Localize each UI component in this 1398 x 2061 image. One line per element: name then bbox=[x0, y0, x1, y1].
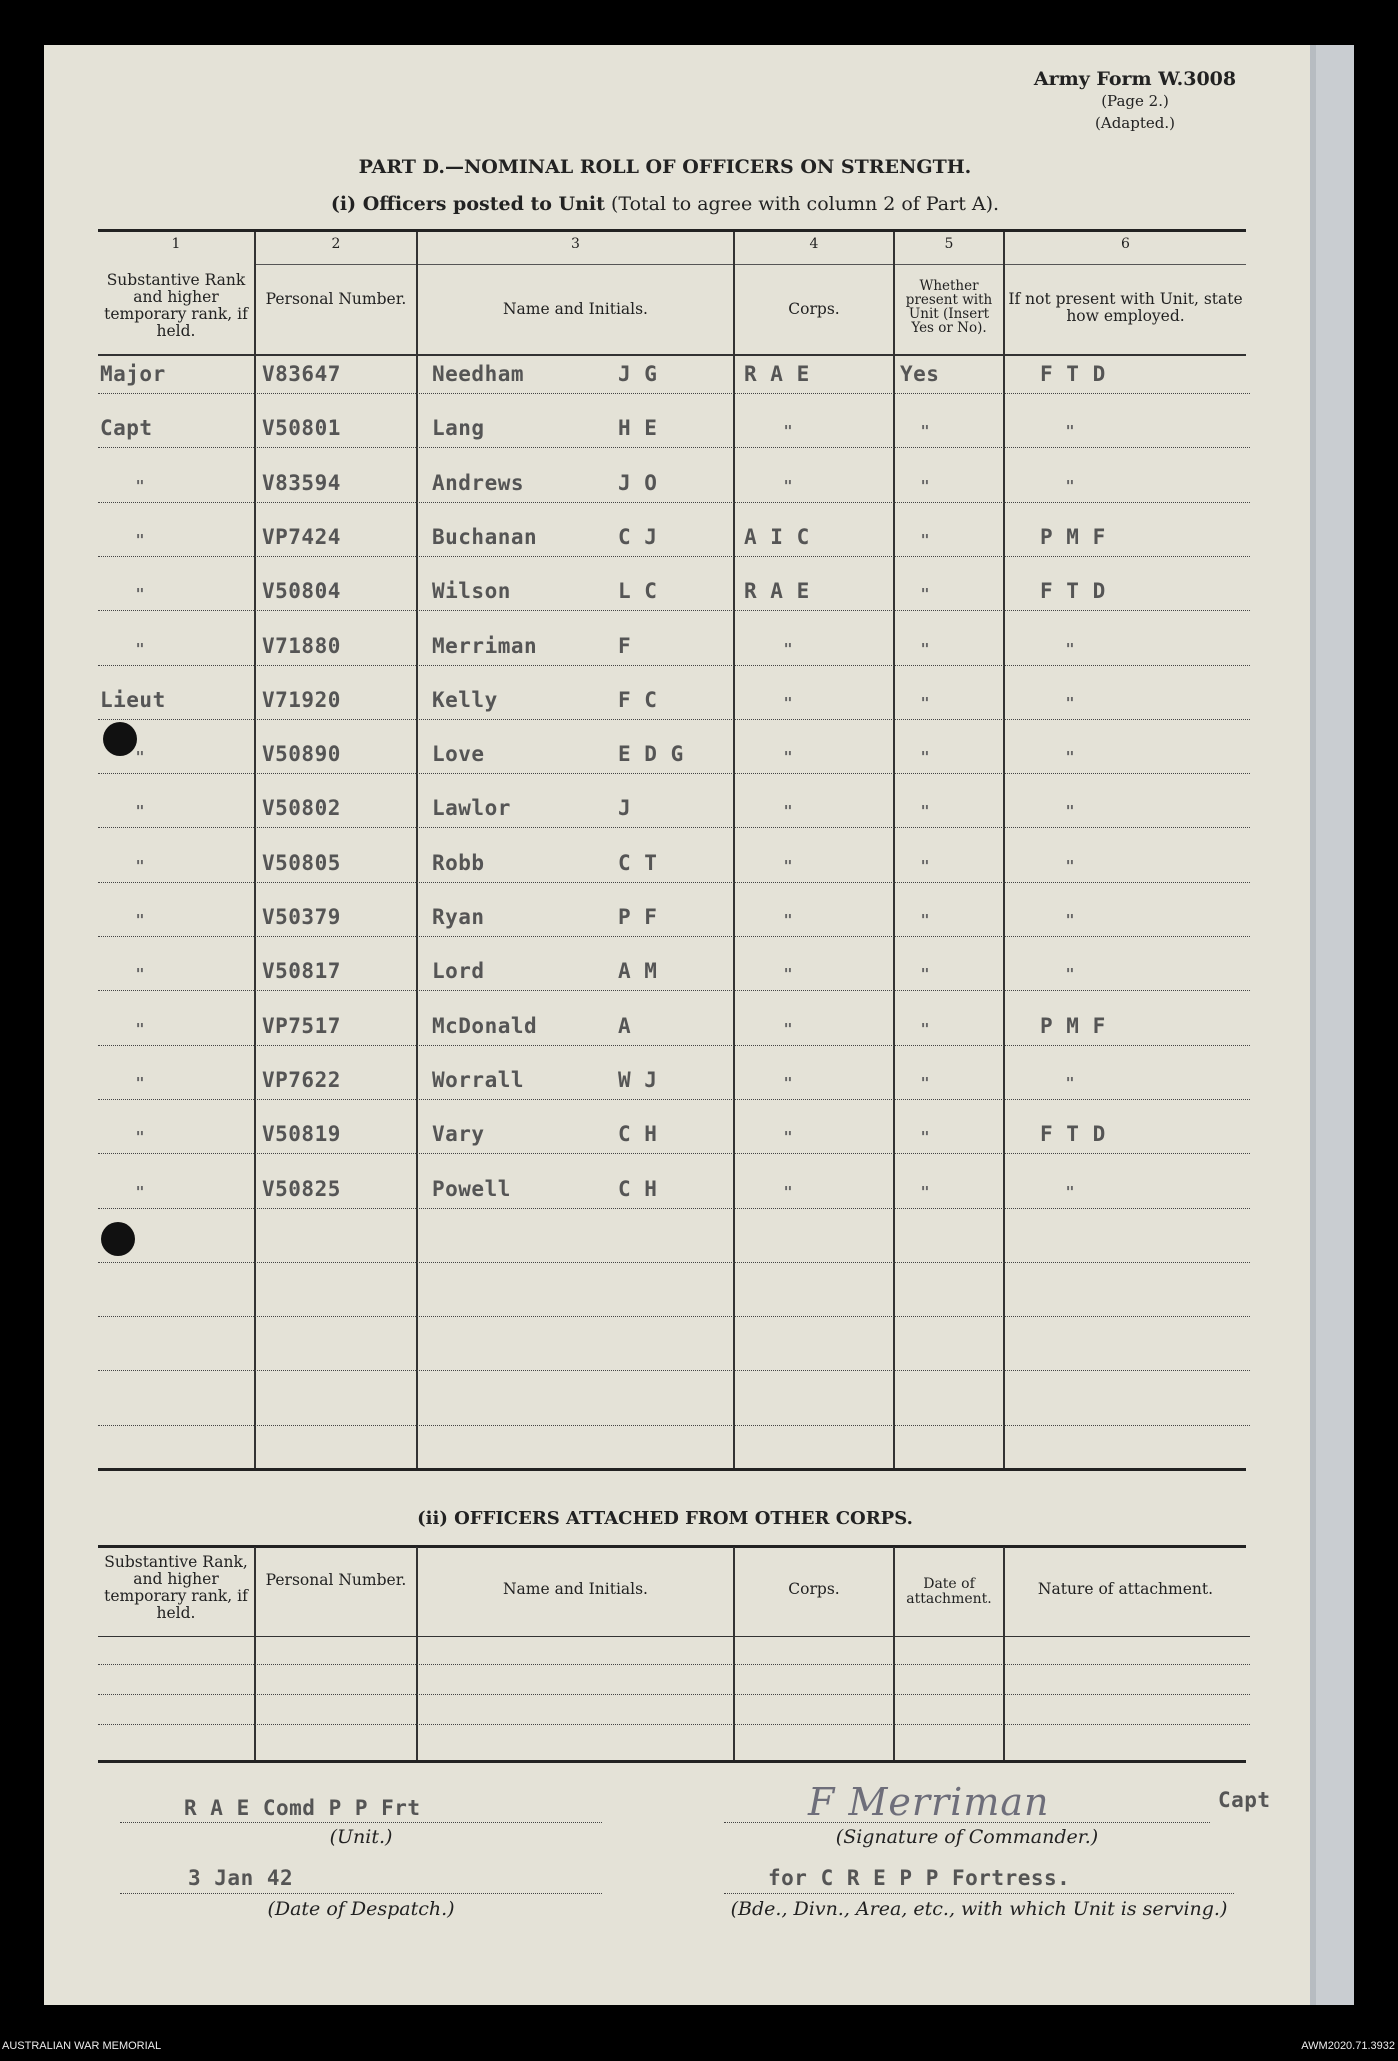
row-rule bbox=[98, 447, 1250, 448]
cell-number: V50804 bbox=[262, 579, 341, 604]
cell-initials: C H bbox=[618, 1122, 658, 1147]
punch-hole-bottom bbox=[101, 1222, 135, 1256]
punch-hole-top bbox=[103, 722, 137, 756]
s2-header-rank: Substantive Rank, and higher temporary rank, if held. bbox=[104, 1553, 248, 1622]
cell-employed: P M F bbox=[1040, 1013, 1106, 1038]
cell-corps: R A E bbox=[744, 362, 810, 386]
cell-corps: " bbox=[783, 965, 793, 984]
cell-number: V50825 bbox=[262, 1176, 341, 1201]
cell-surname: Lang bbox=[432, 416, 485, 441]
signature-caption: (Signature of Commander.) bbox=[835, 1826, 1099, 1848]
cell-present: " bbox=[920, 1182, 930, 1201]
cell-surname: Merriman bbox=[432, 633, 538, 658]
cell-rank: " bbox=[135, 802, 145, 821]
cell-present: " bbox=[920, 422, 930, 441]
cell-rank: " bbox=[135, 748, 145, 767]
cell-present: " bbox=[920, 802, 930, 821]
s2-dotted-rule bbox=[98, 1694, 1250, 1695]
cell-employed: " bbox=[1065, 965, 1075, 984]
row-rule bbox=[98, 936, 1250, 937]
section-ii-heading: (ii) OFFICERS ATTACHED FROM OTHER CORPS. bbox=[417, 1508, 913, 1529]
cell-initials: E D G bbox=[618, 742, 684, 767]
column-number-2: 2 bbox=[331, 236, 341, 252]
cell-number: V50890 bbox=[262, 742, 341, 767]
cell-corps: " bbox=[783, 856, 793, 875]
cell-corps: R A E bbox=[744, 579, 810, 604]
unit-line bbox=[120, 1822, 602, 1823]
cell-rank: " bbox=[135, 911, 145, 929]
cell-surname: Vary bbox=[432, 1122, 485, 1147]
header-rank: Substantive Rank and higher temporary rank, if held. bbox=[104, 271, 248, 340]
cell-number: V83594 bbox=[262, 470, 341, 495]
cell-rank: " bbox=[135, 965, 145, 984]
colnum-underline-4 bbox=[735, 264, 893, 265]
cell-employed: " bbox=[1065, 1073, 1075, 1092]
cell-number: VP7622 bbox=[262, 1067, 341, 1092]
form-title: Army Form W.3008 bbox=[1033, 68, 1237, 90]
colnum-underline-2 bbox=[256, 264, 416, 265]
col-divider-5 bbox=[1003, 232, 1005, 1468]
col-divider-4 bbox=[893, 232, 895, 1468]
cell-rank: " bbox=[135, 476, 145, 495]
cell-initials: A M bbox=[618, 959, 658, 984]
cell-surname: Robb bbox=[432, 850, 485, 875]
signature-line bbox=[724, 1822, 1210, 1823]
row-rule bbox=[98, 773, 1250, 774]
row-rule bbox=[98, 1316, 1250, 1317]
cell-employed: " bbox=[1065, 911, 1075, 929]
serving-caption: (Bde., Divn., Area, etc., with which Unit is serving.) bbox=[730, 1898, 1228, 1920]
unit-caption: (Unit.) bbox=[329, 1826, 393, 1848]
form-adapted: (Adapted.) bbox=[1095, 114, 1175, 132]
colnum-underline-5 bbox=[895, 264, 1003, 265]
cell-number: V50817 bbox=[262, 959, 341, 984]
cell-employed: F T D bbox=[1040, 579, 1106, 604]
cell-corps: " bbox=[783, 693, 793, 712]
cell-present: " bbox=[920, 1019, 930, 1038]
row-rule bbox=[98, 556, 1250, 557]
s2-header-personal-number: Personal Number. bbox=[265, 1571, 407, 1589]
cell-surname: Lawlor bbox=[432, 796, 511, 821]
table-top-rule bbox=[98, 229, 1246, 232]
form-page: (Page 2.) bbox=[1101, 92, 1169, 110]
cell-number: VP7517 bbox=[262, 1013, 341, 1038]
s2-col-divider-5 bbox=[1003, 1547, 1005, 1760]
cell-corps: " bbox=[783, 748, 793, 767]
signature-rank: Capt bbox=[1218, 1788, 1271, 1812]
serving-line bbox=[724, 1893, 1234, 1894]
cell-present: " bbox=[920, 748, 930, 767]
cell-initials: J G bbox=[618, 362, 658, 386]
row-rule bbox=[98, 1370, 1250, 1371]
cell-corps: " bbox=[783, 802, 793, 821]
cell-initials: C T bbox=[618, 850, 658, 875]
despatch-line bbox=[120, 1893, 602, 1894]
cell-present: " bbox=[920, 1128, 930, 1147]
cell-initials: P F bbox=[618, 905, 658, 929]
cell-surname: Wilson bbox=[432, 579, 511, 604]
cell-initials: C J bbox=[618, 524, 658, 549]
cell-initials: F bbox=[618, 633, 632, 658]
col-divider-3 bbox=[733, 232, 735, 1468]
row-rule bbox=[98, 827, 1250, 828]
cell-rank: " bbox=[135, 1128, 145, 1147]
cell-rank: " bbox=[135, 1073, 145, 1092]
page-edge bbox=[1310, 45, 1354, 2005]
cell-rank: Lieut bbox=[100, 687, 166, 712]
section-i-heading-note: (Total to agree with column 2 of Part A). bbox=[604, 193, 1000, 215]
cell-surname: Kelly bbox=[432, 687, 498, 712]
cell-initials: W J bbox=[618, 1067, 658, 1092]
despatch-caption: (Date of Despatch.) bbox=[267, 1898, 455, 1920]
credit-left: AUSTRALIAN WAR MEMORIAL bbox=[2, 2040, 162, 2052]
column-number-6: 6 bbox=[1121, 236, 1130, 252]
section-i-heading bbox=[0, 193, 1330, 215]
cell-initials: L C bbox=[618, 579, 658, 604]
cell-surname: Andrews bbox=[432, 470, 525, 495]
section-i-heading-bold: (i) Officers posted to Unit bbox=[330, 193, 605, 215]
cell-employed: " bbox=[1065, 802, 1075, 821]
cell-corps: " bbox=[783, 1182, 793, 1201]
row-rule bbox=[98, 990, 1250, 991]
cell-number: V50802 bbox=[262, 796, 341, 821]
column-number-1: 1 bbox=[171, 236, 181, 252]
cell-surname: Buchanan bbox=[432, 524, 538, 549]
row-rule bbox=[98, 502, 1250, 503]
cell-corps: " bbox=[783, 1128, 793, 1147]
cell-present: " bbox=[920, 693, 930, 712]
cell-corps: " bbox=[783, 1019, 793, 1038]
colnum-underline-6 bbox=[1005, 264, 1246, 265]
cell-number: VP7424 bbox=[262, 524, 341, 549]
cell-corps: " bbox=[783, 476, 793, 495]
header-bottom-rule bbox=[98, 354, 1246, 356]
cell-present: Yes bbox=[900, 362, 940, 386]
cell-surname: McDonald bbox=[432, 1013, 538, 1038]
unit-value: R A E Comd P P Frt bbox=[184, 1796, 421, 1820]
row-rule bbox=[98, 1099, 1250, 1100]
s2-header-corps: Corps. bbox=[788, 1580, 840, 1598]
cell-employed: " bbox=[1065, 476, 1075, 495]
cell-employed: " bbox=[1065, 856, 1075, 875]
row-rule bbox=[98, 1208, 1250, 1209]
cell-corps: " bbox=[783, 422, 793, 441]
header-personal-number: Personal Number. bbox=[265, 290, 407, 308]
cell-rank: " bbox=[135, 856, 145, 875]
row-rule bbox=[98, 393, 1250, 394]
cell-rank: " bbox=[135, 530, 145, 549]
s2-col-divider-2 bbox=[416, 1547, 418, 1760]
row-rule bbox=[98, 719, 1250, 720]
cell-employed: " bbox=[1065, 1182, 1075, 1201]
cell-employed: " bbox=[1065, 693, 1075, 712]
cell-number: V50801 bbox=[262, 416, 341, 441]
form-number bbox=[1000, 68, 1270, 134]
header-name: Name and Initials. bbox=[502, 300, 648, 318]
cell-surname: Love bbox=[432, 742, 485, 767]
cell-initials: A bbox=[618, 1013, 632, 1038]
column-number-4: 4 bbox=[809, 236, 819, 252]
credit-right: AWM2020.71.3932 bbox=[1301, 2040, 1395, 2052]
cell-rank: " bbox=[135, 1182, 145, 1201]
cell-surname: Ryan bbox=[432, 905, 485, 929]
table-bottom-rule bbox=[98, 1468, 1246, 1471]
cell-corps: " bbox=[783, 639, 793, 658]
s2-col-divider-3 bbox=[733, 1547, 735, 1760]
cell-employed: F T D bbox=[1040, 362, 1106, 386]
s2-dotted-rule bbox=[98, 1664, 1250, 1665]
cell-present: " bbox=[920, 856, 930, 875]
header-corps: Corps. bbox=[788, 300, 840, 318]
s2-header-rule bbox=[98, 1636, 1250, 1637]
cell-rank: Major bbox=[100, 362, 166, 386]
header-employed: If not present with Unit, state how employed. bbox=[1008, 290, 1243, 325]
cell-present: " bbox=[920, 1073, 930, 1092]
col-divider-1 bbox=[254, 232, 256, 1468]
section-ii-top-rule bbox=[98, 1545, 1246, 1548]
cell-number: V50819 bbox=[262, 1122, 341, 1147]
cell-rank: " bbox=[135, 1019, 145, 1038]
row-rule bbox=[98, 665, 1250, 666]
s2-header-date: Date of attachment. bbox=[906, 1576, 992, 1607]
cell-number: V71880 bbox=[262, 633, 341, 658]
cell-surname: Lord bbox=[432, 959, 485, 984]
cell-number: V50805 bbox=[262, 850, 341, 875]
cell-corps: " bbox=[783, 1073, 793, 1092]
row-rule bbox=[98, 1262, 1250, 1263]
despatch-date-value: 3 Jan 42 bbox=[188, 1866, 294, 1890]
row-rule bbox=[98, 1425, 1250, 1426]
cell-present: " bbox=[920, 585, 930, 604]
commander-signature: F Merriman bbox=[808, 1780, 1050, 1824]
cell-employed: " bbox=[1065, 639, 1075, 658]
cell-rank: " bbox=[135, 639, 145, 658]
cell-number: V71920 bbox=[262, 687, 341, 712]
cell-corps: " bbox=[783, 911, 793, 929]
cell-present: " bbox=[920, 911, 930, 929]
row-rule bbox=[98, 882, 1250, 883]
row-rule bbox=[98, 1153, 1250, 1154]
cell-employed: " bbox=[1065, 748, 1075, 767]
part-title: PART D.—NOMINAL ROLL OF OFFICERS ON STRENGTH. bbox=[358, 156, 972, 178]
cell-present: " bbox=[920, 476, 930, 495]
column-number-5: 5 bbox=[944, 236, 954, 252]
cell-number: V50379 bbox=[262, 905, 341, 929]
row-rule bbox=[98, 1045, 1250, 1046]
s2-dotted-rule bbox=[98, 1724, 1250, 1725]
cell-number: V83647 bbox=[262, 362, 341, 386]
row-rule bbox=[98, 610, 1250, 611]
column-number-3: 3 bbox=[571, 236, 580, 252]
cell-rank: " bbox=[135, 585, 145, 604]
cell-initials: J bbox=[618, 796, 632, 821]
cell-surname: Powell bbox=[432, 1176, 511, 1201]
cell-employed: F T D bbox=[1040, 1122, 1106, 1147]
cell-surname: Needham bbox=[432, 362, 525, 386]
cell-initials: H E bbox=[618, 416, 658, 441]
s2-header-name: Name and Initials. bbox=[502, 1580, 648, 1598]
cell-surname: Worrall bbox=[432, 1067, 525, 1092]
col-divider-2 bbox=[416, 232, 418, 1468]
cell-initials: C H bbox=[618, 1176, 658, 1201]
cell-employed: " bbox=[1065, 422, 1075, 441]
cell-present: " bbox=[920, 965, 930, 984]
colnum-underline-3 bbox=[418, 264, 733, 265]
cell-present: " bbox=[920, 530, 930, 549]
cell-present: " bbox=[920, 639, 930, 658]
cell-corps: A I C bbox=[744, 524, 810, 549]
page-edge-shadow bbox=[1310, 45, 1316, 2005]
header-present: Whether present with Unit (Insert Yes or No). bbox=[905, 278, 993, 336]
section-ii-bottom-rule bbox=[98, 1760, 1246, 1763]
cell-employed: P M F bbox=[1040, 524, 1106, 549]
cell-initials: F C bbox=[618, 687, 658, 712]
cell-rank: Capt bbox=[100, 416, 153, 441]
cell-initials: J O bbox=[618, 470, 658, 495]
s2-col-divider-4 bbox=[893, 1547, 895, 1760]
s2-header-nature: Nature of attachment. bbox=[1037, 1580, 1214, 1598]
serving-value: for C R E P P Fortress. bbox=[768, 1866, 1071, 1890]
